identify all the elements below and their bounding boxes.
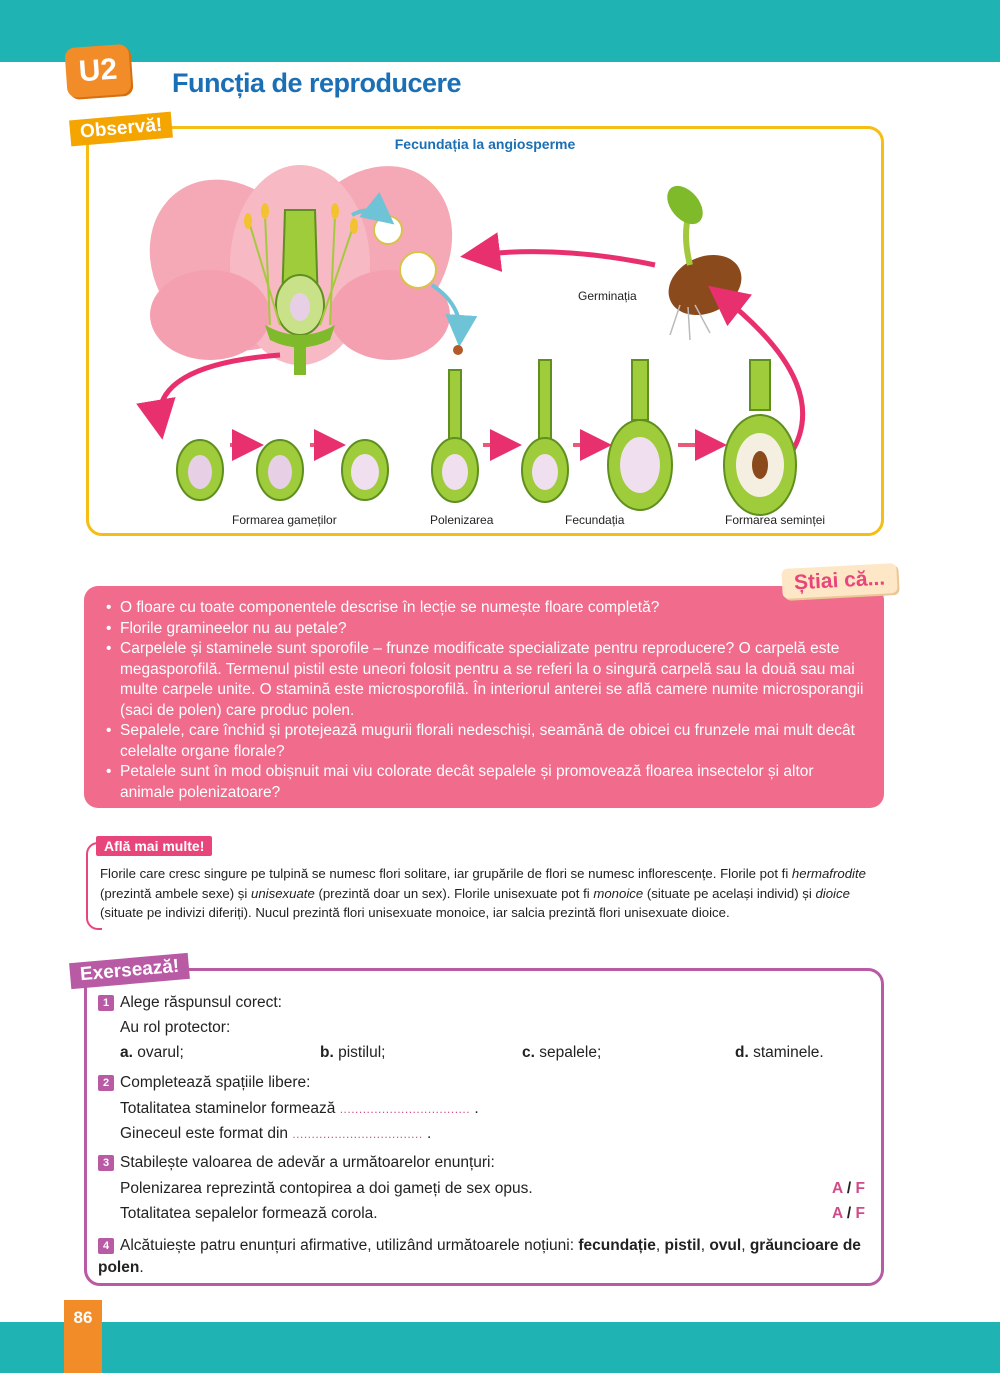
true-false-1[interactable] [832,1180,865,1198]
seedling-illustration [659,179,752,340]
option-letter: a. [120,1044,133,1061]
stiai-item: • O floare cu toate componentele descrise în lecție se numește floare completă? [106,598,866,619]
label-gametes: Formarea gameților [232,513,337,527]
stiai-item: • Florile gramineelor nu au petale? [106,619,866,640]
flower-illustration [117,155,486,382]
option-c[interactable] [522,1044,601,1062]
option-letter: c. [522,1044,535,1061]
blank-field[interactable]: .................................. [339,1102,471,1116]
option-text: ovarul; [132,1044,184,1061]
exercise-number: 4 [98,1238,114,1254]
exercise-4-prompt [98,1235,868,1279]
afla-text-part: (prezintă ambele sexe) și [100,885,251,901]
afla-text-part: (situate pe indivizi diferiți). Nucul prezintă flori unisexuate monoice, iar salcia prezintă flori unisexuate dioice. [100,905,730,920]
label-seed-formation: Formarea seminței [725,513,826,527]
bottom-bar [0,1322,1000,1373]
exercise-number: 3 [98,1155,114,1171]
afla-text-part: (prezintă doar un sex). Florile unisexuate pot fi [314,885,594,901]
exercise-tag: Exersează! [69,953,190,989]
afla-term: dioice [815,885,850,901]
afla-tag: Află mai multe! [96,836,212,856]
option-text: sepalele; [534,1044,602,1061]
separator: , [741,1237,750,1254]
exercise-1-text: Alege răspunsul corect: [120,994,282,1011]
diagram-title: Fecundația la angiosperme [394,136,576,152]
separator: , [700,1237,710,1254]
page-title: Funcția de reproducere [172,68,462,98]
option-a[interactable] [120,1044,184,1062]
exercise-number: 2 [98,1075,114,1091]
stiai-item: • Petalele sunt în mod obișnuit mai viu colorate decât sepalele și promovează floarea insectelor și altor animale polenizatoare? [106,762,866,803]
fill-sentence: Totalitatea staminelor formează [120,1100,336,1117]
afla-term: hermafrodite [791,866,866,881]
sentence-end: . [427,1125,432,1142]
afla-paragraph [100,864,890,923]
page-number: 86 [64,1300,102,1373]
exercise-1-prompt [98,994,282,1012]
afla-term: unisexuate [251,885,315,901]
afla-text-part: Florile care cresc singure pe tulpină se numesc flori solitare, iar grupările de flori se numesc inflorescențe. Florile pot fi [100,866,792,881]
exercise-3-text: Stabilește valoarea de adevăr a următoarelor enunțuri: [120,1154,495,1171]
stiai-item: • Sepalele, care închid și protejează mugurii florali nedeschiși, seamănă de obicei cu frunzele mai mult decât celelalte organe florale? [106,721,866,762]
false-option[interactable]: F [855,1205,866,1222]
statement-2: Totalitatea sepalelor formează corola. [120,1205,378,1222]
fill-sentence: Gineceul este format din [120,1125,289,1142]
option-text: staminele. [748,1044,824,1061]
blank-field[interactable]: .................................. [292,1127,423,1141]
option-letter: d. [735,1044,749,1061]
afla-term: monoice [593,885,644,901]
exercise-2-text: Completează spațiile libere: [120,1074,311,1091]
label-fertilization: Fecundația [565,513,625,527]
sentence-end: . [139,1259,144,1276]
stiai-box [84,586,884,808]
exercise-2-line-1 [120,1100,479,1118]
ovule-stages [177,360,796,515]
exercise-number: 1 [98,995,114,1011]
option-d[interactable] [735,1044,824,1062]
true-option[interactable]: A [832,1180,843,1197]
stiai-tag: Știai că... [781,563,897,599]
stiai-item: • Carpelele și staminele sunt sporofile – frunze modificate specializate pentru reproducere? O carpelă este megasporofilă. Termenul pistil este uneori folosit pentru a se referi la o singură carpelă sau la două sau mai multe carpele unite. O stamină este microsporofilă. În interiorul anterei se află camere numite microsporangii (saci de polen) care produc polen. [106,639,866,721]
afla-text-part: (situate pe același individ) și [643,885,816,901]
sentence-end: . [474,1100,479,1117]
observe-tag: Observă! [69,112,173,147]
exercise-3-prompt [98,1154,495,1172]
stiai-list [106,598,866,803]
term: grăuncioare de polen [98,1237,861,1276]
option-letter: b. [320,1044,334,1061]
option-b[interactable] [320,1044,385,1062]
term: ovul [709,1237,742,1254]
unit-badge: U2 [64,44,131,98]
separator: / [842,1180,856,1197]
label-pollination: Polenizarea [430,513,494,527]
term: pistil [664,1237,701,1254]
false-option[interactable]: F [855,1180,866,1197]
exercise-4-text: Alcătuiește patru enunțuri afirmative, utilizând următoarele noțiuni: [120,1237,575,1254]
separator: , [655,1237,665,1254]
label-germination: Germinația [578,289,637,303]
true-option[interactable]: A [832,1205,843,1222]
statement-1: Polenizarea reprezintă contopirea a doi gameți de sex opus. [120,1180,533,1197]
separator: / [842,1205,856,1222]
top-bar [0,0,1000,62]
exercise-1-sub: Au rol protector: [120,1019,231,1036]
fertilization-diagram [90,155,880,530]
option-text: pistilul; [333,1044,386,1061]
exercise-2-prompt [98,1074,310,1092]
true-false-2[interactable] [832,1205,865,1223]
exercise-2-line-2 [120,1125,431,1143]
term: fecundație [578,1237,656,1254]
